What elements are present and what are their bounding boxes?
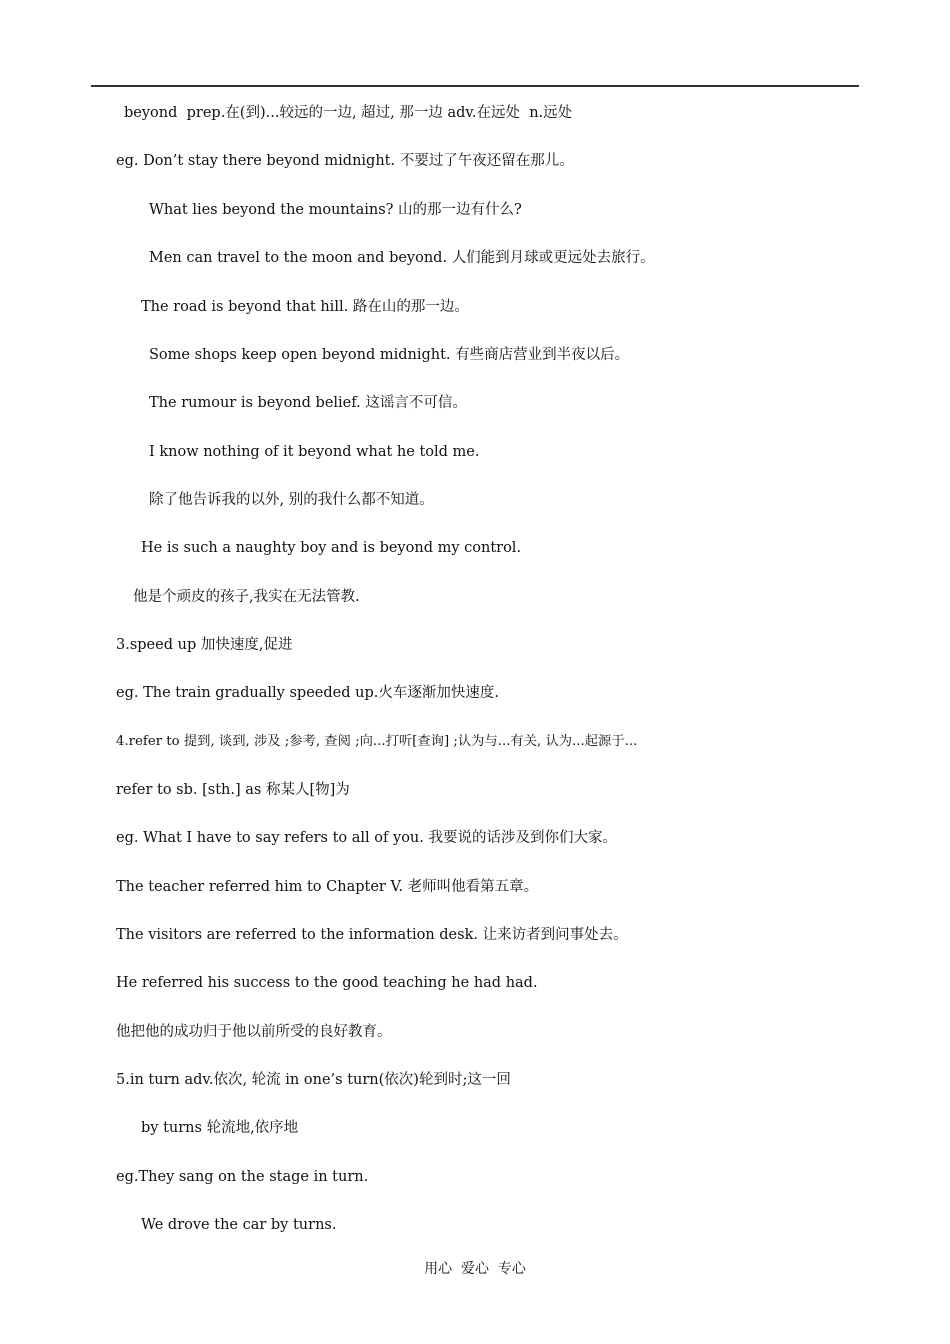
text-line: refer to sb. [sth.] as 称某人[物]为 <box>116 782 350 798</box>
text-line: I know nothing of it beyond what he told me. <box>149 444 480 460</box>
text-line: The teacher referred him to Chapter V. 老师叫他看第五章。 <box>116 879 539 895</box>
text-line: 3.speed up 加快速度,促进 <box>116 637 293 653</box>
text-line: We drove the car by turns. <box>141 1217 337 1233</box>
text-line: beyond prep.在(到)...较远的一边, 超过, 那一边 adv.在远处 n.远处 <box>124 105 573 121</box>
text-line: What lies beyond the mountains? 山的那一边有什么? <box>149 202 522 218</box>
header-rule <box>91 85 859 87</box>
text-line: 5.in turn adv.依次, 轮流 in one’s turn(依次)轮到时;这一回 <box>116 1072 511 1088</box>
text-line: eg. The train gradually speeded up.火车逐渐加快速度. <box>116 685 499 701</box>
text-line: eg. What I have to say refers to all of you. 我要说的话涉及到你们大家。 <box>116 830 617 846</box>
text-line: The road is beyond that hill. 路在山的那一边。 <box>141 299 469 315</box>
text-line: 他把他的成功归于他以前所受的良好教育。 <box>116 1024 392 1040</box>
text-line: eg. Don’t stay there beyond midnight. 不要过了午夜还留在那儿。 <box>116 153 574 169</box>
page-footer: 用心 爱心 专心 <box>424 1261 526 1277</box>
text-line: He referred his success to the good teaching he had had. <box>116 975 538 991</box>
text-line: 他是个顽皮的孩子,我实在无法管教. <box>133 589 360 605</box>
text-line: 4.refer to 提到, 谈到, 涉及 ;参考, 查阅 ;向...打听[查询] ;认为与...有关, 认为...起源于... <box>116 734 638 749</box>
text-line: Some shops keep open beyond midnight. 有些商店营业到半夜以后。 <box>149 347 630 363</box>
text-line: He is such a naughty boy and is beyond my control. <box>141 540 522 556</box>
text-line: eg.They sang on the stage in turn. <box>116 1169 369 1185</box>
text-line: by turns 轮流地,依序地 <box>141 1120 299 1136</box>
text-line: The rumour is beyond belief. 这谣言不可信。 <box>149 395 467 411</box>
text-line: 除了他告诉我的以外, 别的我什么都不知道。 <box>149 492 434 508</box>
text-line: The visitors are referred to the information desk. 让来访者到问事处去。 <box>116 927 628 943</box>
text-line: Men can travel to the moon and beyond. 人们能到月球或更远处去旅行。 <box>149 250 655 266</box>
